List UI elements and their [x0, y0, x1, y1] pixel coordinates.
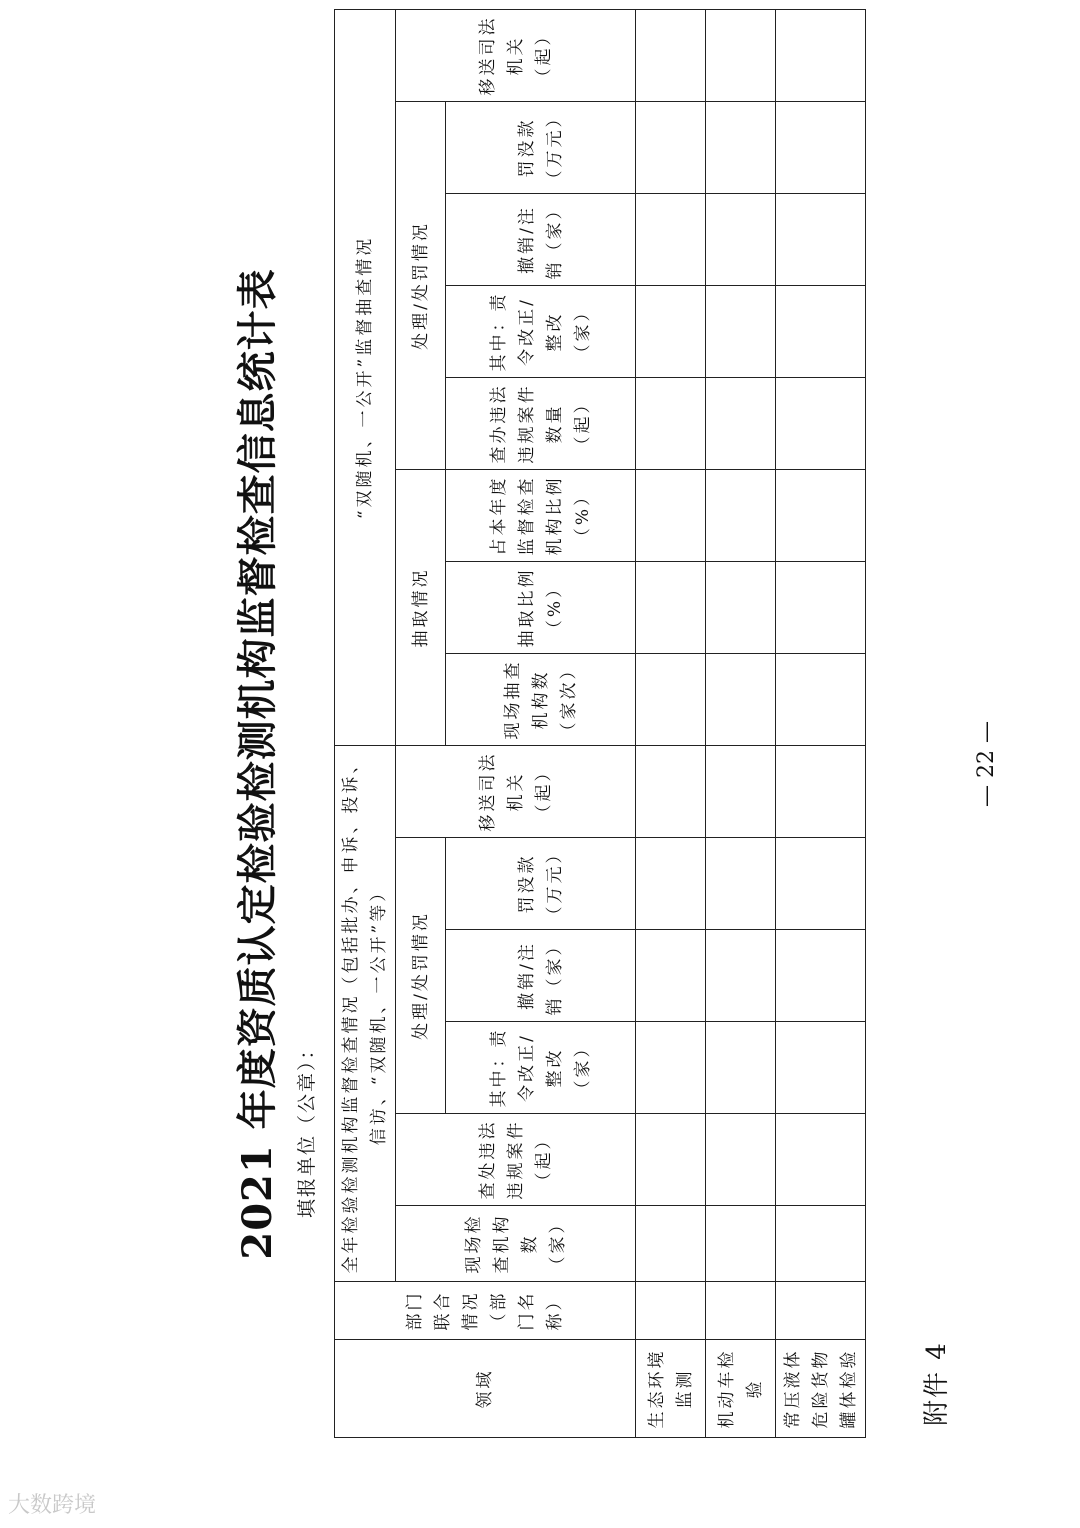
header-ratio: 抽取比例（%） [446, 561, 636, 653]
table-row [636, 9, 706, 1437]
page-number: — 22 — [974, 721, 999, 807]
header-domain: 领域 [335, 1340, 636, 1438]
header-joint-department: 部门联合情况（部门名称） [335, 1282, 636, 1340]
table-row [776, 9, 866, 1437]
header-fine2: 罚没款（万元） [446, 101, 636, 193]
header-transfer: 移送司法机关（起） [396, 745, 636, 837]
header-handling-random: 处理/处罚情况 [396, 101, 446, 469]
header-rectify: 其中：责令改正/整改（家） [446, 1022, 636, 1114]
row-domain-label: 生态环境监测 [636, 1340, 706, 1438]
filler-label: 填报单位（公章）： [296, 1038, 318, 1218]
row-domain-label: 常压液体危险货物罐体检验 [776, 1340, 866, 1438]
header-handling-annual: 处理/处罚情况 [396, 838, 446, 1114]
header-fine: 罚没款（万元） [446, 838, 636, 930]
header-draw: 抽取情况 [396, 469, 446, 745]
header-cases: 查处违法违规案件（起） [396, 1114, 636, 1206]
header-revoke2: 撤销/注销（家） [446, 193, 636, 285]
statistics-table [334, 9, 866, 1438]
header-random-inspection: “双随机、一公开”监督抽查情况 [335, 9, 396, 745]
header-cases2: 查办违法违规案件数量（起） [446, 377, 636, 469]
header-annual-inspection: 全年检验检测机构监督检查情况（包括批办、申诉、投诉、信访、“双随机、一公开”等） [335, 745, 396, 1281]
row-domain-label: 机动车检验 [706, 1340, 776, 1438]
header-onsite-orgs: 现场检查机构数（家） [396, 1206, 636, 1282]
header-onsite-draw: 现场抽查机构数（家次） [446, 653, 636, 745]
attachment-label: 附件 4 [922, 1341, 952, 1426]
page-title: 2021 年度资质认定检验检测机构监督检查信息统计表 [234, 268, 281, 1260]
header-share: 占本年度监督检查机构比例（%） [446, 469, 636, 561]
watermark-logo: 大数跨境 [8, 1493, 97, 1518]
header-revoke: 撤销/注销（家） [446, 930, 636, 1022]
table-row [706, 9, 776, 1437]
header-rectify2: 其中：责令改正/整改（家） [446, 285, 636, 377]
header-transfer2: 移送司法机关（起） [396, 9, 636, 101]
